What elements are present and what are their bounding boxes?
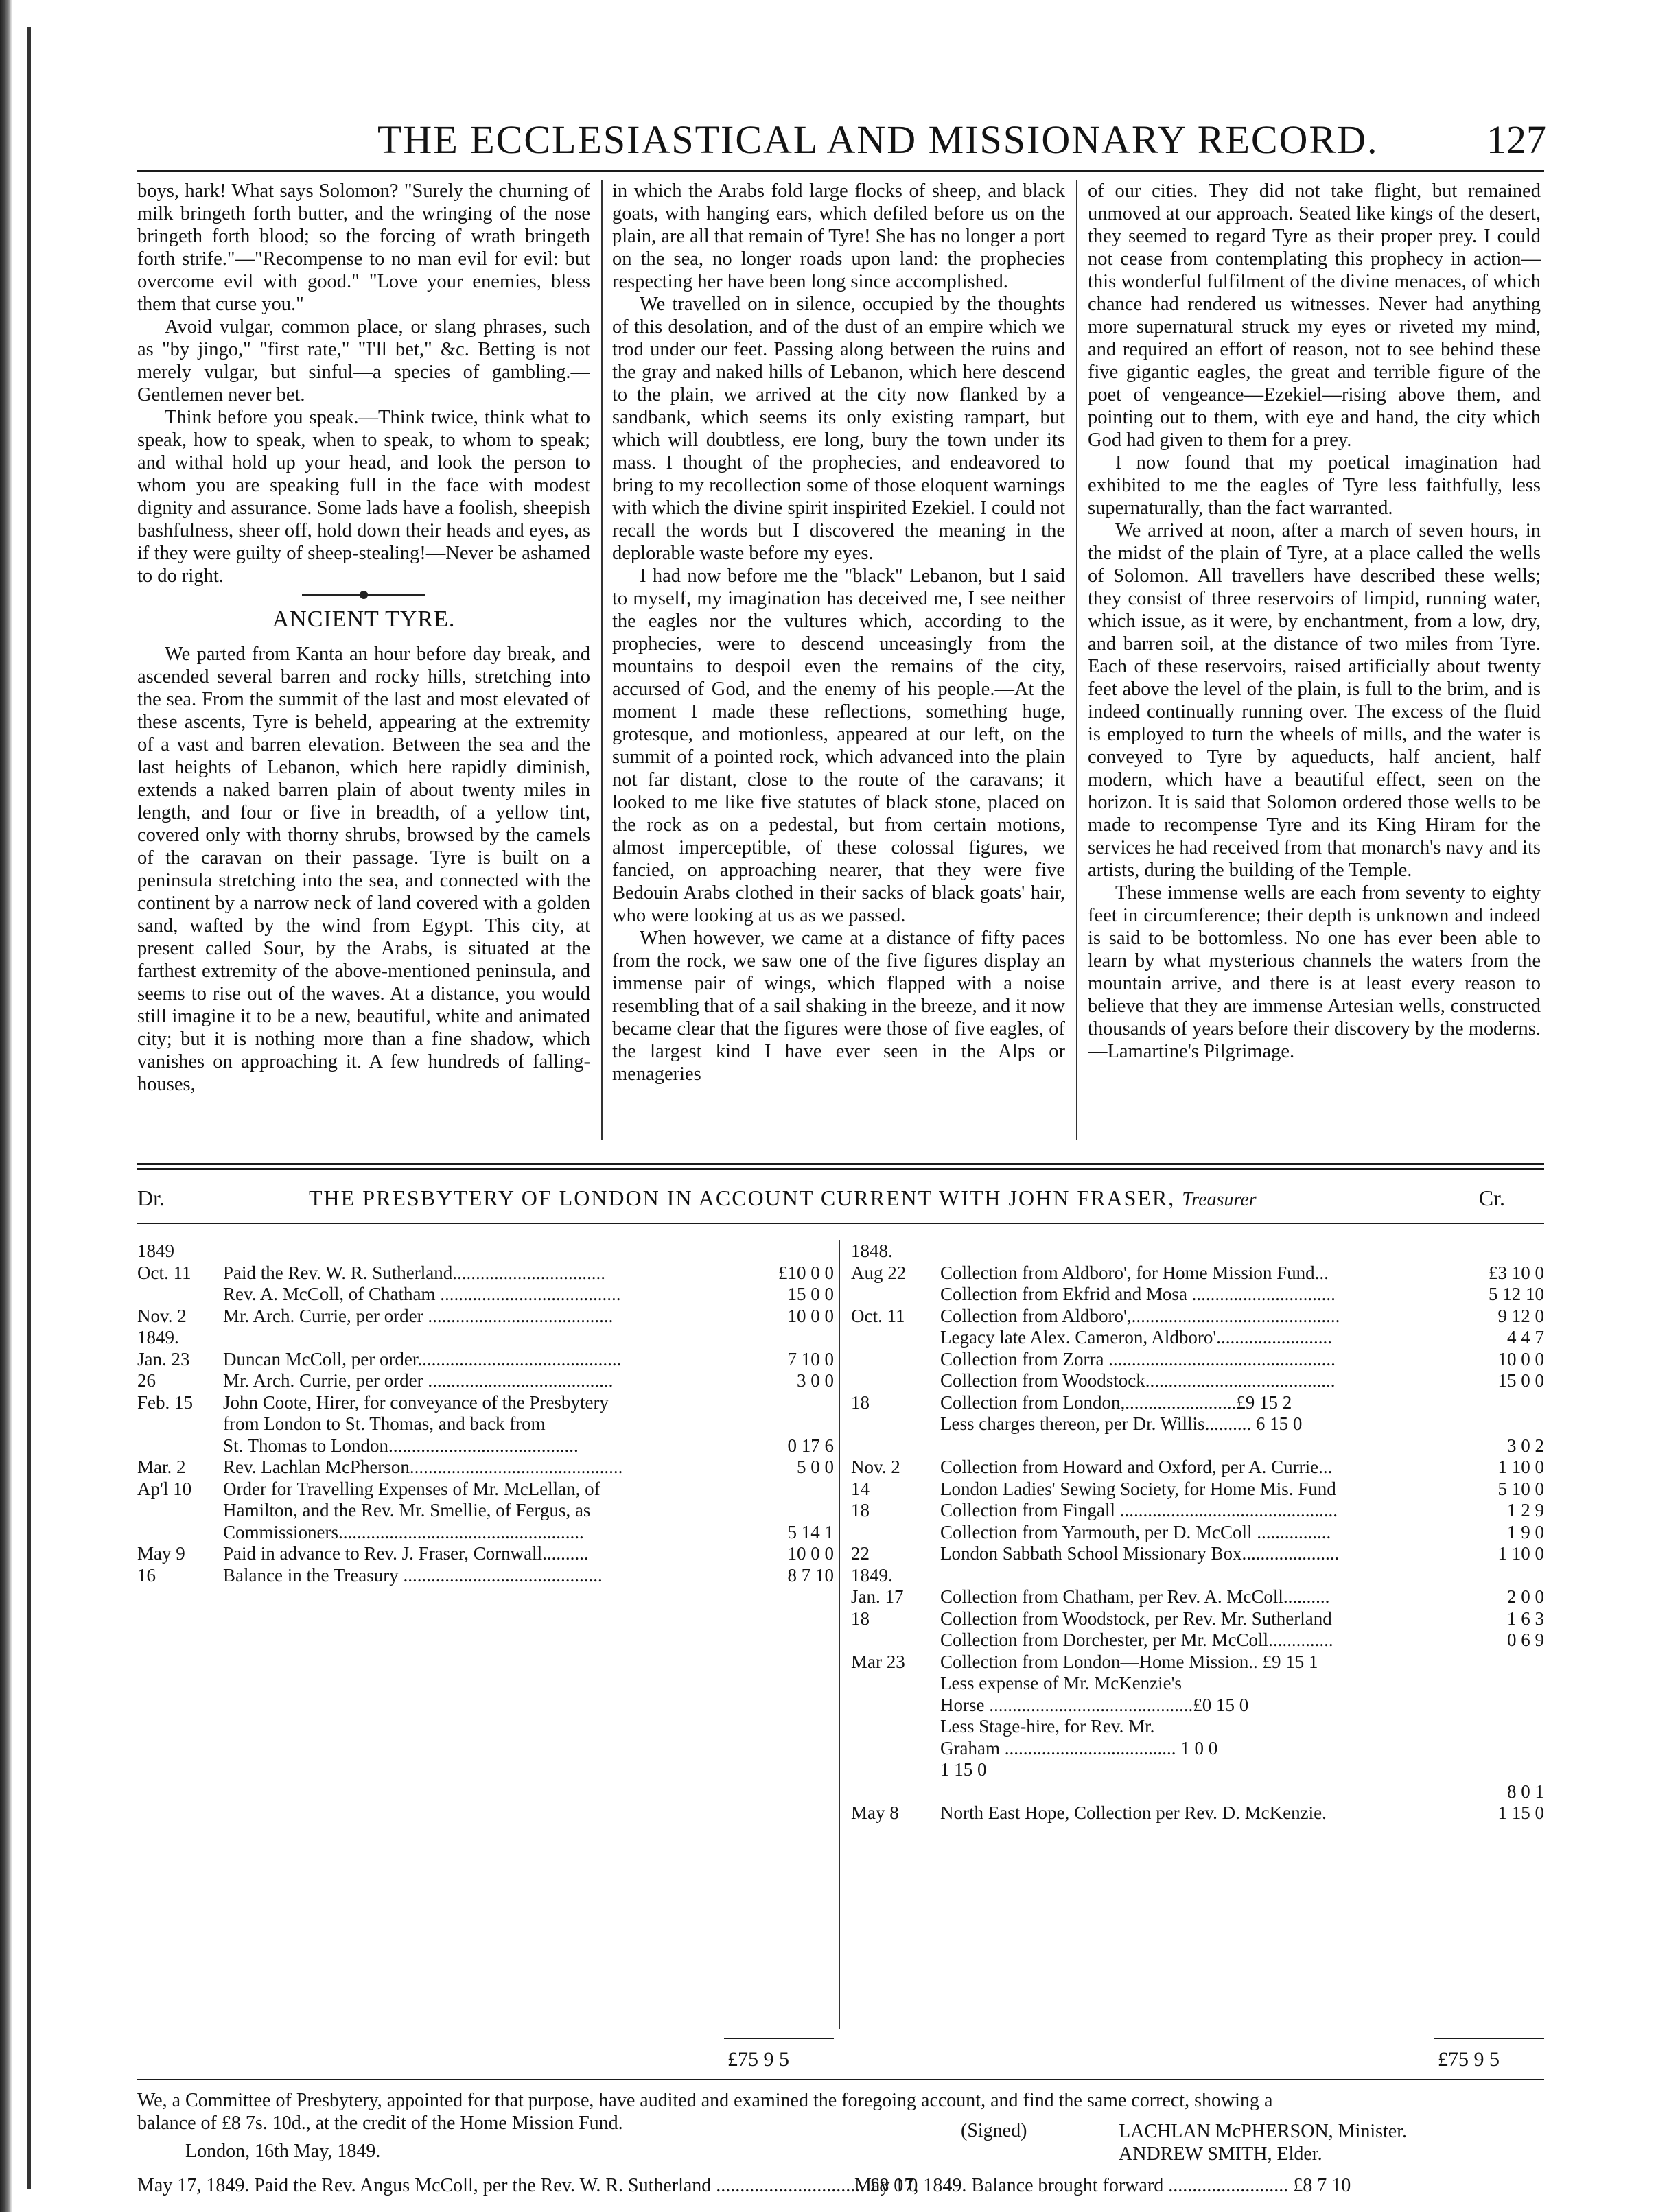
ledger-desc: Collection from Zorra ................................................. bbox=[940, 1348, 1336, 1369]
ledger-date: May 8 bbox=[851, 1802, 899, 1823]
ledger-desc: Rev. A. McColl, of Chatham ....................................... bbox=[223, 1284, 621, 1304]
ledger-date: 1849. bbox=[137, 1327, 179, 1348]
ledger-date: Jan. 23 bbox=[137, 1348, 190, 1369]
paragraph: Avoid vulgar, common place, or slang phrases, such as "by jingo," "first rate," "I'll bet," &c. Betting is not merely vulgar, but sinful—a species of gambling.—Gentlemen never bet. bbox=[137, 316, 590, 405]
ledger-amt: 1 6 3 bbox=[1507, 1608, 1544, 1629]
ledger-row bbox=[137, 1392, 834, 1414]
ledger-row bbox=[851, 1457, 1544, 1479]
certificate-date: London, 16th May, 1849. bbox=[185, 2141, 381, 2162]
ledger-desc: Rev. Lachlan McPherson.............................................. bbox=[223, 1457, 623, 1477]
ledger-row bbox=[137, 1435, 834, 1457]
ledger-desc: Collection from Woodstock......................................... bbox=[940, 1370, 1336, 1391]
ledger-date: Aug 22 bbox=[851, 1262, 907, 1283]
ledger-desc: Horse ............................................£0 15 0 bbox=[940, 1694, 1249, 1715]
ledger-amt: 8 7 10 bbox=[787, 1564, 834, 1586]
running-title: THE ECCLESIASTICAL AND MISSIONARY RECORD. bbox=[377, 117, 1379, 162]
ledger-row bbox=[851, 1629, 1544, 1651]
ledger-row bbox=[137, 1370, 834, 1392]
total-rule-left bbox=[724, 2038, 834, 2039]
account-head-rule bbox=[137, 1223, 1544, 1224]
ledger-desc: Paid in advance to Rev. J. Fraser, Cornwall.......... bbox=[223, 1543, 589, 1564]
ledger-amt: 15 0 0 bbox=[787, 1284, 834, 1304]
ledger-desc: Collection from Howard and Oxford, per A. Currie... bbox=[940, 1457, 1333, 1477]
total-rule-right bbox=[1434, 2038, 1544, 2039]
ledger-amt: 5 14 1 bbox=[787, 1521, 834, 1542]
ledger-desc: Collection from Fingall ............................................... bbox=[940, 1500, 1338, 1520]
ledger-amt: 2 0 0 bbox=[1507, 1586, 1544, 1607]
ledger-desc: Collection from Dorchester, per Mr. McColl.............. bbox=[940, 1629, 1333, 1650]
ledger-row bbox=[851, 1802, 1544, 1824]
account-title bbox=[309, 1186, 1257, 1211]
ledger-desc: Less Stage-hire, for Rev. Mr. bbox=[940, 1716, 1155, 1737]
column-divider bbox=[601, 180, 603, 1140]
ledger-row bbox=[851, 1479, 1544, 1501]
ledger-amt: 5 12 10 bbox=[1489, 1284, 1544, 1304]
ledger-date: 18 bbox=[851, 1391, 870, 1413]
column-2 bbox=[612, 180, 1065, 1140]
certificate-line-1: We, a Committee of Presbytery, appointed for that purpose, have audited and examined the foregoing account, and find the same correct, showing a bbox=[137, 2090, 1273, 2111]
total-right: £75 9 5 bbox=[1438, 2048, 1500, 2071]
ledger-row bbox=[851, 1522, 1544, 1544]
ledger-date: Oct. 11 bbox=[137, 1262, 191, 1283]
account-top-rule bbox=[137, 1163, 1544, 1165]
ledger-row bbox=[851, 1695, 1544, 1717]
ledger-amt: 10 0 0 bbox=[1497, 1348, 1544, 1369]
ledger-amt: 3 0 2 bbox=[1507, 1435, 1544, 1456]
ledger-amt: 1 10 0 bbox=[1497, 1543, 1544, 1564]
ledger-amt: 8 0 1 bbox=[1507, 1780, 1544, 1802]
ledger-amt: 1 15 0 bbox=[1497, 1802, 1544, 1823]
ledger-row bbox=[137, 1349, 834, 1371]
certificate-rule bbox=[137, 2079, 1544, 2080]
ledger-row bbox=[851, 1738, 1544, 1760]
ledger-desc: Mr. Arch. Currie, per order ........................................ bbox=[223, 1370, 614, 1391]
ledger-date: 1849 bbox=[137, 1240, 174, 1261]
ledger-desc: Hamilton, and the Rev. Mr. Smellie, of Fergus, as bbox=[223, 1500, 591, 1520]
ledger-row bbox=[851, 1759, 1544, 1781]
ledger-row bbox=[851, 1413, 1544, 1435]
ledger-amt: 0 6 9 bbox=[1507, 1629, 1544, 1650]
ledger-date: Oct. 11 bbox=[851, 1305, 905, 1326]
ledger-row bbox=[851, 1586, 1544, 1608]
paragraph: We parted from Kanta an hour before day break, and ascended several barren and rocky hills, stretching into the sea. From the summit of the last and most elevated of these ascents, Tyre is beheld, appearing at the extremity of a vast and barren elevation. Between the sea and the last heights of Lebanon, which here rapidly diminish, extends a naked barren plain of about twenty miles in length, and four or five in breadth, of a yellow tint, covered only with thorny shrubs, browsed by the camels of the caravan on their passage. Tyre is built on a peninsula stretching into the sea, and connected with the continent by a narrow neck of land covered with a golden sand, wafted by the wind from Egypt. This city, at present called Sour, by the Arabs, is situated at the farthest extremity of the above-mentioned peninsula, and seems to rise out of the waves. At a distance, you would still imagine it to be a new, beautiful, white and animated city; but it is nothing more than a fine shadow, which vanishes on approaching it. A few hundreds of falling-houses, bbox=[137, 644, 590, 1095]
ledger-desc: London Sabbath School Missionary Box..................... bbox=[940, 1543, 1340, 1564]
ledger-row bbox=[137, 1262, 834, 1284]
section-ornament bbox=[302, 594, 425, 596]
account-top-rule-2 bbox=[137, 1168, 1544, 1170]
paragraph: We travelled on in silence, occupied by the thoughts of this desolation, and of the dust of an empire which we trod under our feet. Passing along between the ruins and the gray and naked hills of Lebanon, which here descend to the plain, we arrived at the city now flanked by a sandbank, which seems its only existing rampart, but which will doubtless, ere long, bury the town under its mass. I thought of the prophecies, and endeavored to bring to my recollection some of those eloquent warnings with which the divine spirit inspirited Ezekiel. I could not recall the words but I discovered the meaning in the deplorable waste before my eyes. bbox=[612, 294, 1065, 564]
ledger-desc: North East Hope, Collection per Rev. D. McKenzie. bbox=[940, 1802, 1327, 1823]
debit-label: Dr. bbox=[137, 1186, 165, 1210]
paragraph: These immense wells are each from seventy to eighty feet in circumference; their depth is unknown and indeed is said to be bottomless. No one has ever been able to learn by what mysterious channels the waters from the mountain arrive, and there is at least every reason to believe that they are immense Artesian wells, constructed thousands of years before their discovery by the moderns.—Lamartine's Pilgrimage. bbox=[1088, 882, 1541, 1062]
ledger-date: Nov. 2 bbox=[851, 1457, 900, 1477]
ledger-row bbox=[137, 1543, 834, 1565]
ledger-row bbox=[851, 1349, 1544, 1371]
ledger-row bbox=[851, 1240, 1544, 1262]
paragraph: We arrived at noon, after a march of seven hours, in the midst of the plain of Tyre, at a place called the wells of Solomon. All travellers have described these wells; they consist of three reservoirs of limpid, running water, which issue, as it were, by enchantment, from a low, dry, and barren soil, at the distance of two miles from Tyre. Each of these reservoirs, raised artificially about twenty feet above the level of the plain, is full to the brim, and is indeed continually running over. The excess of the fluid is employed to turn the wheels of mills, and the water is conveyed to Tyre by aqueducts, half ancient, half modern, which have a beautiful effect, seen on the horizon. It is said that Solomon ordered those wells to be made to recompense Tyre and its King Hiram for the services he had received from that monarch's navy and its artists, during the building of the Temple. bbox=[1088, 520, 1541, 881]
ledger-desc: Balance in the Treasury ........................................... bbox=[223, 1564, 603, 1586]
ledger-amt: 10 0 0 bbox=[787, 1305, 834, 1326]
ledger-desc: Less charges thereon, per Dr. Willis.......... 6 15 0 bbox=[940, 1413, 1303, 1434]
ledger-row bbox=[851, 1716, 1544, 1738]
ledger-amt: 9 12 0 bbox=[1497, 1305, 1544, 1326]
account-title-text: THE PRESBYTERY OF LONDON IN ACCOUNT CURRENT WITH JOHN FRASER, bbox=[309, 1186, 1176, 1210]
ledger-date: 26 bbox=[137, 1370, 156, 1391]
account-title-role: Treasurer bbox=[1182, 1189, 1257, 1210]
ledger-row bbox=[851, 1673, 1544, 1695]
ledger-desc: Duncan McColl, per order............................................ bbox=[223, 1348, 622, 1369]
ledger-desc: John Coote, Hirer, for conveyance of the Presbytery bbox=[223, 1391, 609, 1413]
ledger-row bbox=[851, 1327, 1544, 1349]
paragraph: When however, we came at a distance of fifty paces from the rock, we saw one of the five figures display an immense pair of wings, which flapped with a noise resembling that of a sail shaking in the breeze, and it now became clear that the figures were those of five eagles, of the largest kind I have ever seen in the Alps or menageries bbox=[612, 928, 1065, 1085]
ledger-desc: Collection from Aldboro', for Home Mission Fund... bbox=[940, 1262, 1329, 1283]
ledger-date: 22 bbox=[851, 1543, 870, 1564]
ledger-row bbox=[137, 1522, 834, 1544]
page-number: 127 bbox=[1486, 117, 1546, 162]
ledger-row bbox=[137, 1284, 834, 1306]
ledger-date: 1849. bbox=[851, 1564, 893, 1586]
page-header bbox=[158, 117, 1546, 165]
ledger-desc: 1 15 0 bbox=[940, 1759, 987, 1780]
ledger-amt: 15 0 0 bbox=[1497, 1370, 1544, 1391]
ledger-date: Mar. 2 bbox=[137, 1457, 186, 1477]
ledger-desc: Collection from Chatham, per Rev. A. McColl.......... bbox=[940, 1586, 1330, 1607]
ledger-amt: 0 17 6 bbox=[787, 1435, 834, 1456]
account-header bbox=[137, 1186, 1546, 1227]
ledger-date: 14 bbox=[851, 1478, 870, 1499]
ledger-row bbox=[851, 1435, 1544, 1457]
ledger-desc: Graham ..................................... 1 0 0 bbox=[940, 1737, 1218, 1758]
ledger-date: Nov. 2 bbox=[137, 1305, 187, 1326]
ledger-date: 18 bbox=[851, 1500, 870, 1520]
ledger-date: 1848. bbox=[851, 1240, 893, 1261]
ledger-row bbox=[851, 1543, 1544, 1565]
ledger-amt: 5 10 0 bbox=[1497, 1478, 1544, 1499]
ledger-desc: Commissioners..................................................... bbox=[223, 1521, 584, 1542]
ledger-desc: Collection from Aldboro',............................................. bbox=[940, 1305, 1340, 1326]
ledger-date: 18 bbox=[851, 1608, 870, 1629]
ledger-row bbox=[851, 1651, 1544, 1673]
ledger-credit bbox=[851, 1240, 1544, 1824]
paragraph: boys, hark! What says Solomon? "Surely the churning of milk bringeth forth butter, and the wringing of the nose bringeth forth blood; so the forcing of wrath bringeth forth strife."—"Recompense to no man evil for evil: but overcome evil with good." "Love your enemies, bless them that curse you." bbox=[137, 180, 590, 315]
ledger-date: May 9 bbox=[137, 1543, 185, 1564]
header-rule bbox=[137, 170, 1544, 172]
ledger-row bbox=[137, 1457, 834, 1479]
ledger-amt: 1 9 0 bbox=[1507, 1521, 1544, 1542]
ledger-amt: 10 0 0 bbox=[787, 1543, 834, 1564]
ledger-divider bbox=[839, 1240, 840, 2029]
ledger-debit bbox=[137, 1240, 834, 1586]
page-edge-line bbox=[27, 27, 31, 2189]
ledger-desc: from London to St. Thomas, and back from bbox=[223, 1413, 546, 1434]
ledger-amt: £10 0 0 bbox=[778, 1262, 834, 1283]
ledger-row bbox=[851, 1565, 1544, 1587]
signer-elder: ANDREW SMITH, Elder. bbox=[1119, 2143, 1322, 2165]
book-spine-shadow bbox=[0, 0, 12, 2212]
signed-label: (Signed) bbox=[961, 2120, 1027, 2141]
footer-balance: May 17, 1849. Balance brought forward ......................... £8 7 10 bbox=[854, 2175, 1351, 2196]
ledger-desc: Collection from London,........................£9 15 2 bbox=[940, 1391, 1292, 1413]
paragraph: I now found that my poetical imagination had exhibited to me the eagles of Tyre less faithfully, less supernaturally, than the fact warranted. bbox=[1088, 452, 1541, 519]
ledger-date: Jan. 17 bbox=[851, 1586, 904, 1607]
paragraph: of our cities. They did not take flight, but remained unmoved at our approach. Seated like kings of the desert, they seemed to regard Tyre as their proper prey. I could not cease from contemplating this prophecy in action—this wonderful fulfilment of the divine menaces, of which chance had rendered us witnesses. Never had anything more supernatural struck my eyes or riveted my mind, and required an effort of reason, not to see behind these five gigantic eagles, the great and terrible figure of the poet of vengeance—Ezekiel—rising above them, and pointing out to them, with eye and hand, the city which God had given to them for a prey. bbox=[1088, 180, 1541, 451]
ledger-row bbox=[137, 1327, 834, 1349]
article-columns bbox=[137, 180, 1544, 1140]
ledger-row bbox=[137, 1500, 834, 1522]
ledger-row bbox=[851, 1262, 1544, 1284]
ledger-row bbox=[137, 1479, 834, 1501]
ledger-row bbox=[851, 1608, 1544, 1630]
ledger-row bbox=[851, 1781, 1544, 1803]
ledger-amt: 1 2 9 bbox=[1507, 1500, 1544, 1520]
ledger-desc: London Ladies' Sewing Society, for Home Mis. Fund bbox=[940, 1478, 1336, 1499]
ledger-row bbox=[137, 1306, 834, 1328]
ledger-desc: Paid the Rev. W. R. Sutherland................................. bbox=[223, 1262, 605, 1283]
ledger-date: Feb. 15 bbox=[137, 1391, 193, 1413]
ledger-amt: 1 10 0 bbox=[1497, 1457, 1544, 1477]
certificate-line-2: balance of £8 7s. 10d., at the credit of the Home Mission Fund. bbox=[137, 2113, 623, 2134]
signers bbox=[1119, 2120, 1407, 2165]
credit-label: Cr. bbox=[1478, 1186, 1505, 1210]
ledger-amt: 4 4 7 bbox=[1507, 1327, 1544, 1348]
ledger-desc: Collection from Yarmouth, per D. McColl ................ bbox=[940, 1521, 1331, 1542]
ledger-amt: 3 0 0 bbox=[797, 1370, 834, 1391]
ledger-desc: Collection from London—Home Mission.. £9 15 1 bbox=[940, 1651, 1318, 1672]
ledger-desc: Legacy late Alex. Cameron, Aldboro'......................... bbox=[940, 1327, 1332, 1348]
paragraph: in which the Arabs fold large flocks of sheep, and black goats, with hanging ears, which defiled before us on the plain, are all that remain of Tyre! She has no longer a port on the sea, no longer roads upon land: the prophecies respecting her have been long since accomplished. bbox=[612, 180, 1065, 292]
ledger-row bbox=[851, 1500, 1544, 1522]
paragraph: I had now before me the "black" Lebanon, but I said to myself, my imagination has deceived me, I see neither the eagles nor the vultures which, according to the prophecies, were to descend unceasingly from the mountains to despoil even the remains of the city, accursed of God, and the enemy of his people.—At the moment I made these reflections, something huge, grotesque, and motionless, appeared at our left, on the summit of a pointed rock, which advanced into the plain not far distant, close to the route of the caravans; it looked to me like five statutes of black stone, placed on the rock as on a pedestal, but from certain motions, almost imperceptible, of these colossal figures, we fancied, on approaching nearer, that they were five Bedouin Arabs clothed in their sacks of black goats' hair, who were looking at us as we passed. bbox=[612, 565, 1065, 926]
ledger-amt: 5 0 0 bbox=[797, 1457, 834, 1477]
ledger-desc: St. Thomas to London......................................... bbox=[223, 1435, 579, 1456]
footer-payment: May 17, 1849. Paid the Rev. Angus McColl, per the Rev. W. R. Sutherland ............................... £8 0 0 bbox=[137, 2175, 918, 2196]
total-left: £75 9 5 bbox=[727, 2048, 789, 2071]
ledger-row bbox=[851, 1392, 1544, 1414]
ledger-row bbox=[851, 1306, 1544, 1328]
ledger-desc: Collection from Woodstock, per Rev. Mr. Sutherland bbox=[940, 1608, 1332, 1629]
column-1 bbox=[137, 180, 590, 1140]
ledger-date: Mar 23 bbox=[851, 1651, 905, 1672]
ledger-row bbox=[851, 1284, 1544, 1306]
ledger-desc: Collection from Ekfrid and Mosa ............................... bbox=[940, 1284, 1336, 1304]
ledger-date: Ap'l 10 bbox=[137, 1478, 192, 1499]
paragraph: Think before you speak.—Think twice, think what to speak, how to speak, when to speak, to whom to speak; and withal hold up your head, and look the person to whom you are speaking full in the face with modest dignity and assurance. Some lads have a foolish, sheepish bashfulness, sheer off, hold down their heads and eyes, as if they were guilty of sheep-stealing!—Never be ashamed to do right. bbox=[137, 407, 590, 587]
section-title: ANCIENT TYRE. bbox=[272, 607, 456, 632]
ledger-date: 16 bbox=[137, 1564, 156, 1586]
column-3 bbox=[1088, 180, 1541, 1140]
ledger-desc: Order for Travelling Expenses of Mr. McLellan, of bbox=[223, 1478, 600, 1499]
ledger-desc: Mr. Arch. Currie, per order ........................................ bbox=[223, 1305, 614, 1326]
ledger-amt: 7 10 0 bbox=[787, 1348, 834, 1369]
ledger-desc: Less expense of Mr. McKenzie's bbox=[940, 1673, 1182, 1693]
ledger-row bbox=[851, 1370, 1544, 1392]
ledger-row bbox=[137, 1240, 834, 1262]
ledger-row bbox=[137, 1413, 834, 1435]
ledger-row bbox=[137, 1565, 834, 1587]
ledger-amt: £3 10 0 bbox=[1489, 1262, 1544, 1283]
signer-minister: LACHLAN McPHERSON, Minister. bbox=[1119, 2121, 1408, 2142]
column-divider bbox=[1076, 180, 1077, 1140]
